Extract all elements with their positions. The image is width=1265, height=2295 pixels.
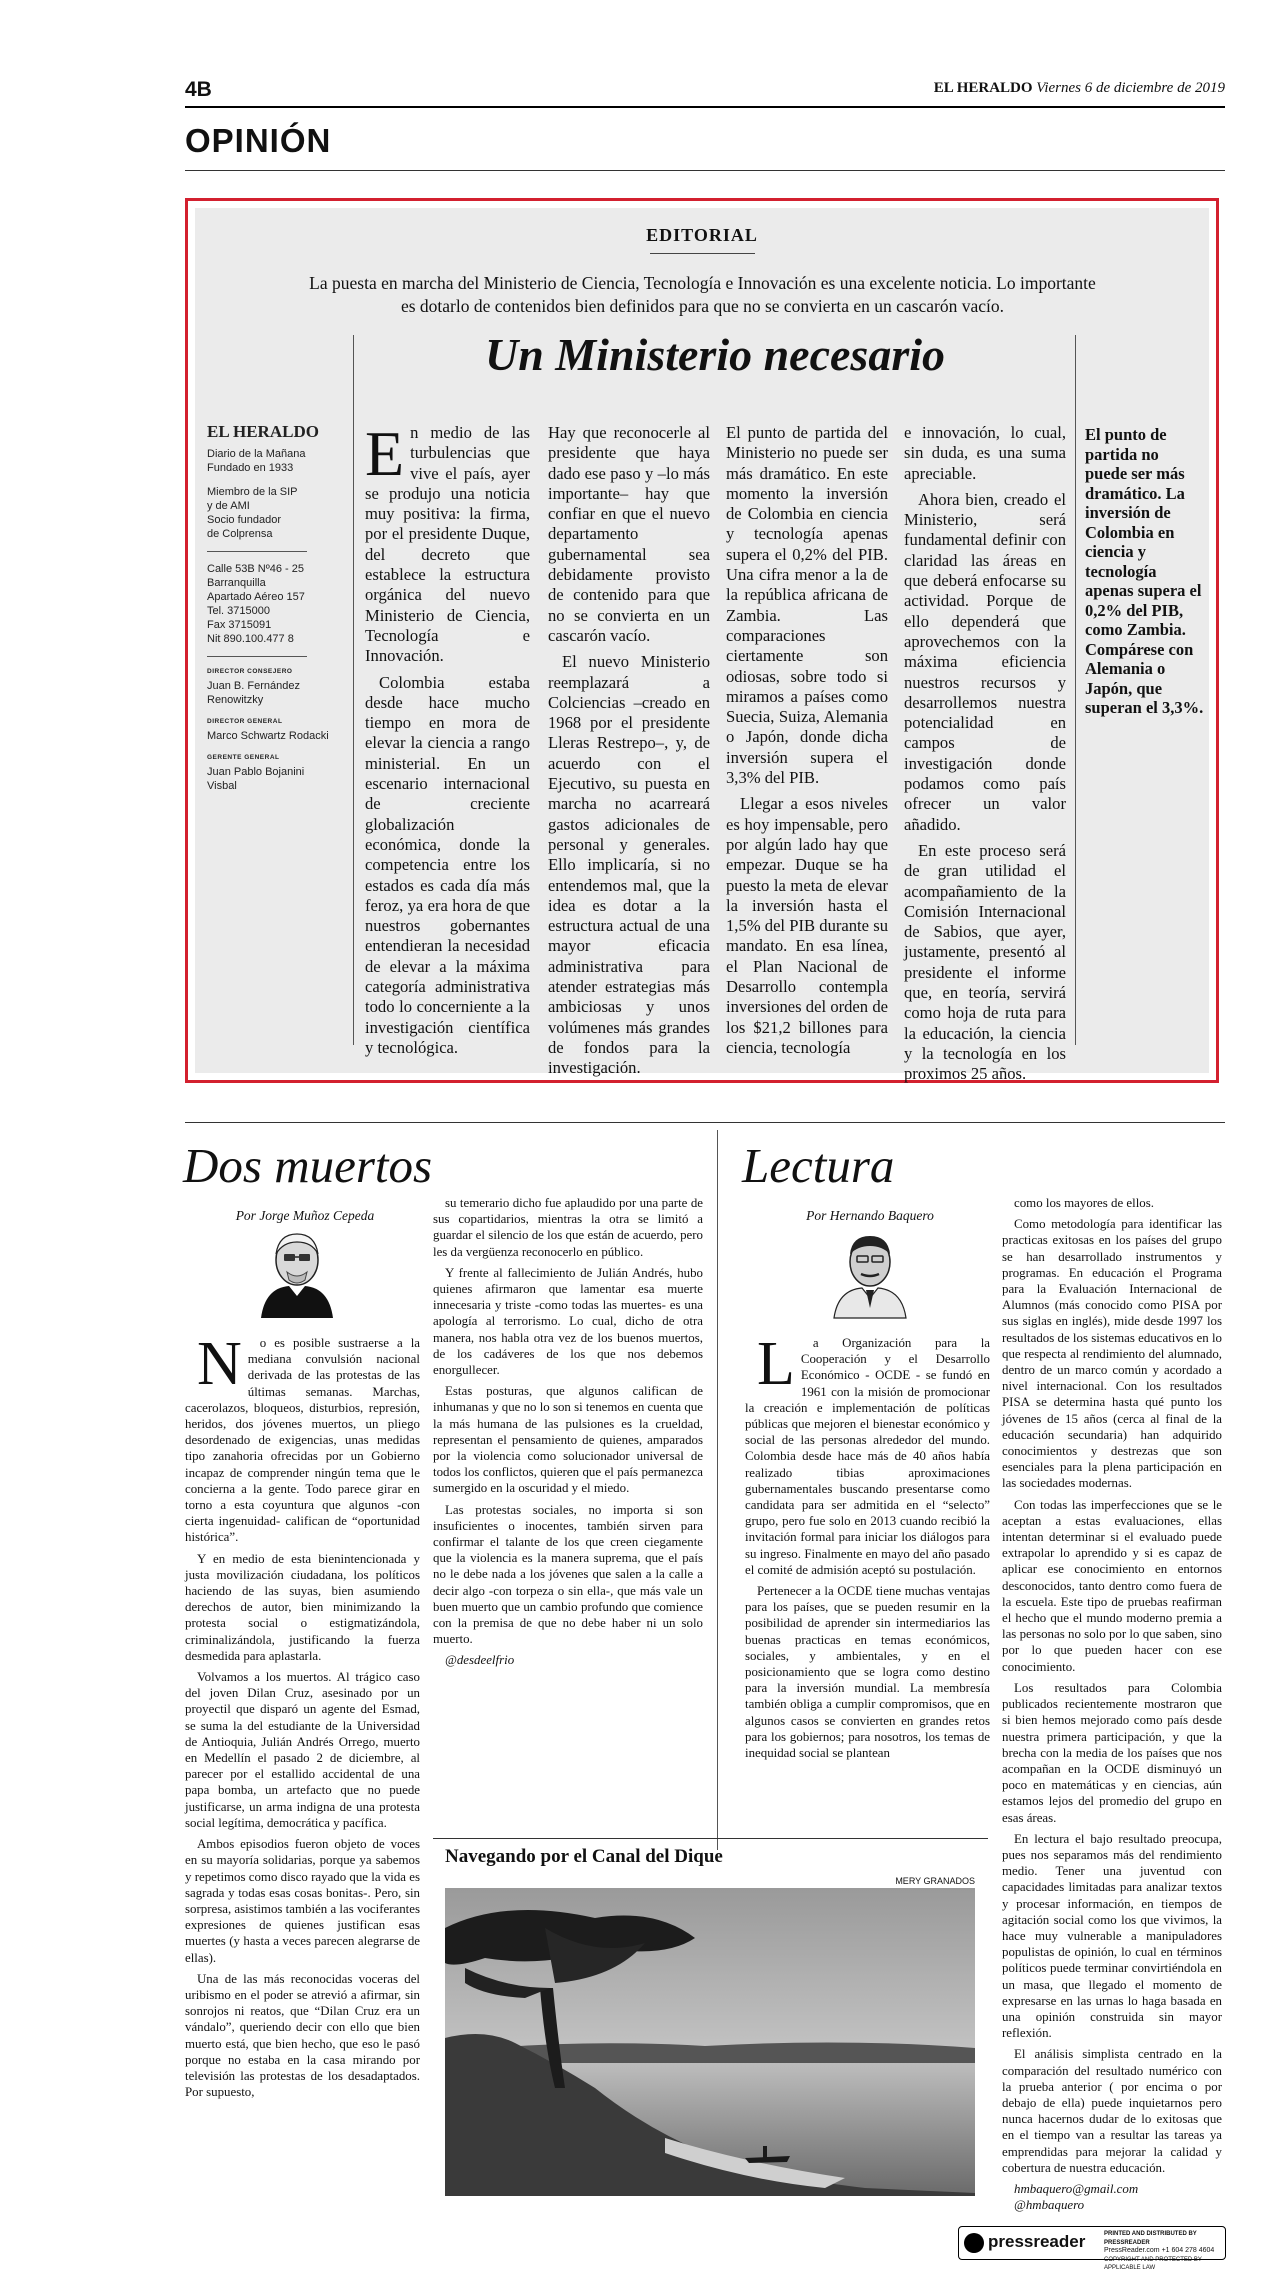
header-rule [185,106,1225,108]
pressreader-legal [1104,2230,1224,2273]
paper-name: EL HERALDO [933,80,1033,96]
editorial-paragraph: e innovación, lo cual, sin duda, es una suma apreciable. [904,423,1066,483]
column-paragraph: Estas posturas, que algunos califican de inhumanas y que no lo son si tenemos en cuenta que la más humana de las pulsiones es la crueldad, representan el pensamiento de quienes, amparados por la violencia como solucionador universal de todos los conflictos, quieren que el país permanezca sumergido en la oscuridad y el miedo. [433,1384,703,1496]
masthead [207,422,332,793]
masthead-logo: EL HERALDO [207,422,319,441]
page-date: Viernes 6 de diciembre de 2019 [1036,80,1225,96]
role-title: GERENTE GENERAL [207,754,280,761]
section-rule [185,170,1225,171]
masthead-line: Miembro de la SIP [207,486,298,498]
column-paragraph: El análisis simplista centrado en la comparación del resultado numérico con la prueba anterior ( por encima o por debajo de ella) puede inquietarnos pero nunca hacernos dudar de lo exitosas que en el tiempo van a resultar las tareas ya emprendidas para mejorar la calidad y cobertura de nuestra educación. [1002,2047,1222,2175]
drop-cap: E [365,418,405,489]
section-title: OPINIÓN [185,122,332,159]
right-column-text-b [1002,1195,1222,2213]
masthead-block-3 [207,562,332,646]
column-paragraph: N o es posible sustraerse a la mediana convulsión nacional derivada de las protestas de las últimas semanas. Marchas, cacerolazos, bloqueos, disturbios, represión, heridos, dos jóvenes muertos, un pliego desordenado de exigencias, unas medidas tipo zanahoria ofrecidas por un Gobierno incapaz de comprender ningún tema que le concierna a la gente. Todo parece girar en torno a esta coyuntura que algunos -con cierta ingenuidad- califican de “oportunidad histórica”. [185,1330,420,1545]
left-column-text-b [433,1195,703,1835]
role-director-general [207,715,332,743]
editorial-paragraph: En medio de las turbulencias que vive el país, ayer se produjo una noticia muy positiva: la firma, por el presidente Duque, del decreto que establece la estructura orgánica del nuevo Ministerio de Ciencia, Tecnología e Innovación. [365,418,530,666]
column-paragraph: Como metodología para identificar las practicas exitosas en los países del grupo se han desarrollado instrumentos y programas. En educación el Programa para la Evaluación Internacional de Alumnos (más conocido como PISA por sus siglas en inglés), mide desde 1997 los resultados de los sistemas educativos en lo que respecta al rendimiento del alumnado, dentro de un marco común y acordado a nivel internacional. Con los resultados PISA se determina hasta qué punto los jóvenes de 15 años (cerca al final de la educación secundaria) han adquirido conocimientos y destrezas que son esenciales para la plena participación en las sociedades modernas. [1002,1217,1222,1491]
editorial-deck: La puesta en marcha del Ministerio de Ciencia, Tecnología e Innovación es una excelente noticia. Lo importante es dotarlo de contenidos bien definidos para que no se convierta en un cascarón vacío. [309,273,1096,316]
masthead-line: y de AMI [207,500,250,512]
column-paragraph: Las protestas sociales, no importa si son insuficientes o inocentes, también sirven para confirmar el talante de los que creen ciegamente que la violencia es la manera suprema, que el país no le debe nada a los jóvenes que salen a la calle a decir algo -con torpeza o sin ella-, que más vale un buen muerto que un cambio profundo que comience con la premisa de que no debe haber ni un solo muerto. [433,1502,703,1647]
role-title: DIRECTOR CONSEJERO [207,668,293,675]
photo-title: Navegando por el Canal del Dique [445,1846,723,1867]
masthead-line: Calle 53B Nº46 - 25 [207,563,304,575]
column-title-dos-muertos: Dos muertos [183,1138,433,1193]
editorial-paragraph: Colombia estaba desde hace mucho tiempo en mora de elevar la ciencia a rango ministerial. En un escenario internacional de creciente globalización económica, donde la competencia entre los estados es cada día más feroz, ya era hora de que nuestros gobernantes entendieran la necesidad de elevar a la máxima categoría administrativa todo lo concerniente a la investigación científica y tecnológica. [365,672,530,1057]
column-paragraph: Los resultados para Colombia publicados recientemente mostraron que si bien hemos mejorado como país desde nuestra primera participación, y que la brecha con la media de los países que nos acompañan en la OCDE disminuyó un poco en matemáticas y en ciencias, aún estamos lejos del promedio del grupo en esas áreas. [1002,1680,1222,1825]
editorial-headline: Un Ministerio necesario [484,329,946,380]
drop-cap: N [197,1330,242,1398]
pressreader-line2: PressReader.com +1 604 278 4604 [1104,2247,1215,2254]
pressreader-badge [958,2226,1226,2271]
author-portrait-right [830,1228,910,1318]
pressreader-line3: COPYRIGHT AND PROTECTED BY APPLICABLE LAW [1104,2256,1202,2271]
editorial-paragraph: El nuevo Ministerio reemplazará a Colciencias –creado en 1968 por el presidente Lleras Restrepo–, y, de acuerdo con el Ejecutivo, su puesta en marcha no acarreará gastos adicionales de personal y generales. Ello implicaría, si no entendemos mal, que la idea es dotar a la estructura actual de una mayor eficacia administrativa para atender estrategias más ambiciosas y unos volúmenes más grandes de fondos para la investigación. [548,652,710,1078]
editorial-paragraph: Ahora bien, creado el Ministerio, será fundamental definir con claridad las áreas en que deberá enfocarse su actividad. Porque de ello dependerá que aprovechemos con la máxima eficiencia nuestros recursos y desarrollemos nuestra potencialidad en campos de investigación donde podamos como país ofrecer un valor añadido. [904,489,1066,834]
column-paragraph: Volvamos a los muertos. Al trágico caso del joven Dilan Cruz, asesinado por un proyectil que disparó un agente del Esmad, se suma la del estudiante de la Universidad de Antioquia, Julián Andrés Orrego, muerto en Medellín el pasado 2 de diciembre, al parecer por el estallido accidental de una papa bomba, un artefacto que no puede justificarse, un arma indigna de una protesta social legítima, democrática y pacífica. [185,1670,420,1830]
role-name: Juan B. Fernández Renowitzky [207,680,300,706]
page-number: 4B [185,78,212,101]
editorial-col-2 [548,423,710,1078]
editorial-divider-left [353,335,354,1045]
role-name: Juan Pablo Bojanini Visbal [207,766,305,792]
photo-canal-del-dique [445,1888,975,2196]
column-byline-right: Por Hernando Baquero [806,1208,934,1223]
photo-top-rule [433,1838,988,1839]
column-paragraph: Y frente al fallecimiento de Julián Andrés, hubo quienes afirmaron que lamentar esa muerte innecesaria y triste -como todas las muertes- es una apología al terrorismo. Lo cual, dicho de otra manera, nos habla otra vez de los buenos muertos, de los cadáveres de los que nos debemos enorgullecer. [433,1265,703,1378]
column-paragraph: Con todas las imperfecciones que se le aceptan a estas evaluaciones, ellas intentan determinar si el evaluado puede extrapolar lo aprendido y si es capaz de aplicar ese conocimiento en entornos desconocidos, tanto dentro como fuera de la escuela. Este tipo de pruebas reafirman el hecho que el mundo moderno premia a las personas no solo por lo que saben, sino por lo que pueden hacer con ese conocimiento. [1002,1497,1222,1674]
column-title-lectura: Lectura [742,1138,895,1193]
editorial-paragraph: Llegar a esos niveles es hoy impensable, pero por algún lado hay que empezar. Duque se ha puesto la meta de elevar la inversión hasta el 1,5% del PIB durante su mandato. En esa línea, el Plan Nacional de Desarrollo contempla inversiones del orden de los $21,2 billones para ciencia, tecnología [726,794,888,1057]
pressreader-icon [964,2233,984,2253]
editorial-paragraph: El punto de partida del Ministerio no puede ser más dramático. En este momento la inversión de Colombia en ciencia y tecnología apenas supera el 0,2% del PIB. Una cifra menor a la de la república africana de Zambia. Las comparaciones ciertamente son odiosas, sobre todo si miramos a países como Suecia, Suiza, Alemania o Japón, donde dicha inversión supera el 3,3% del PIB. [726,423,888,788]
columns-top-rule [185,1122,1225,1123]
masthead-line: Tel. 3715000 [207,605,270,617]
column-byline-left: Por Jorge Muñoz Cepeda [235,1208,375,1223]
masthead-rule [207,656,307,657]
photo-credit: MERY GRANADOS [895,1876,975,1886]
editorial-divider-right [1075,335,1076,1045]
role-title: DIRECTOR GENERAL [207,718,283,725]
masthead-line: Socio fundador [207,514,281,526]
editorial-pullquote: El punto de partida no puede ser más dramático. La inversión de Colombia en ciencia y tecnología apenas supera el 0,2% del PIB, como Zambia. Compárese con Alemania o Japón, que superan el 3,3%. [1085,425,1204,717]
role-director-consejero [207,665,332,707]
drop-cap: L [757,1330,795,1398]
header-right [934,80,1225,97]
column-paragraph: L a Organización para la Cooperación y el Desarrollo Económico - OCDE - se fundó en 1961 con la misión de promocionar la creación e implementación de políticas públicas que mejoren el bienestar económico y social de las personas alrededor del mundo. Colombia desde hace más de 40 años había realizado tibias aproximaciones gubernamentales buscando presentarse como candidata para ser admitida en el “selecto” grupo, pero fue solo en 2013 cuando recibió la invitación formal para iniciar los diálogos para su ingreso. Finalmente en mayo del año pasado el comité de admisión aceptó su postulación. [745,1330,990,1577]
author-handle-left: @desdeelfrio [445,1653,515,1668]
role-name: Marco Schwartz Rodacki [207,730,329,742]
right-column-text-a [745,1330,990,1835]
masthead-line: Diario de la Mañana [207,448,306,460]
masthead-rule [207,551,307,552]
columns-divider [717,1130,718,1850]
author-portrait-left [257,1228,337,1318]
role-gerente-general [207,751,332,793]
editorial-kicker: EDITORIAL [646,225,758,245]
author-handle-right: @hmbaquero [1014,2198,1085,2213]
masthead-block-1 [207,447,332,475]
column-paragraph: como los mayores de ellos. [1014,1196,1154,1210]
editorial-col-3 [726,423,888,1057]
author-email: hmbaquero@gmail.com [1014,2181,1139,2196]
pressreader-line1: PRINTED AND DISTRIBUTED BY PRESSREADER [1104,2231,1197,2246]
editorial-paragraph: Hay que reconocerle al presidente que haya dado ese paso y –lo más importante– hay que confiar en que el nuevo departamento gubernamental sea debidamente provisto de contenido para que no se convierta en un cascarón vacío. [548,423,710,645]
column-paragraph: Pertenecer a la OCDE tiene muchas ventajas para los países, que se pueden resumir en la posibilidad de aprender sin intermediarios las buenas practicas en temas económicos, sociales, y ambientales, y en el posicionamiento que se logra como destino para la inversión mundial. La membresía también obliga a cumplir compromisos, que en algunos casos se convierten en grandes retos para los gobiernos; para nosotros, los temas de inequidad social se plantean [745,1584,990,1761]
column-paragraph: Ambos episodios fueron objeto de voces en su mayoría solidarias, porque ya sabemos y repetimos como disco rayado que la vida es sagrada y todas esas cosas bonitas-. Pero, sin sorpresa, asistimos también a las vociferantes expresiones de quienes justifican esas muertes (y hasta a veces parecen alegrarse de ellas). [185,1837,420,1965]
kicker-rule [650,253,755,254]
editorial-col-4 [904,423,1066,1084]
editorial-paragraph: En este proceso será de gran utilidad el acompañamiento de la Comisión Internacional de Sabios, que ayer, justamente, presentó al presidente el informe que, en teoría, servirá como hoja de ruta para la educación, la ciencia y la tecnología en los proximos 25 años. [904,840,1066,1084]
masthead-line: de Colprensa [207,528,273,540]
column-paragraph: Una de las más reconocidas voceras del uribismo en el poder se atrevió a afirmar, sin sonrojos ni reatos, que “Dilan Cruz era un vándalo”, queriendo decir con ello que bien muerto está, que bien hecho, que eso le pasó porque no estaba en la casa mirando por televisión las protestas de los desadaptados. Por supuesto, [185,1971,420,2100]
masthead-line: Nit 890.100.477 8 [207,633,294,645]
masthead-line: Barranquilla [207,577,266,589]
masthead-line: Fundado en 1933 [207,462,294,474]
masthead-line: Fax 3715091 [207,619,272,631]
masthead-block-2 [207,485,332,541]
masthead-line: Apartado Aéreo 157 [207,591,305,603]
column-paragraph: su temerario dicho fue aplaudido por una parte de sus copartidarios, mientras la otra se limitó a guardar el silencio de los que están de acuerdo, pero les da vergüenza reconocerlo en público. [433,1196,703,1259]
column-paragraph: En lectura el bajo resultado preocupa, pues nos separamos más del rendimiento medio. Tener una juventud con capacidades limitadas para analizar textos y procesar información, en tiempos de agitación social como los que vivimos, la hace muy vulnerable a manipuladores populistas de opinión, lo cual en términos políticos puede terminar convirtiéndola en un masa, que llegado el momento de expresarse en las urnas lo haga basada en una opinión construida sin mayor reflexión. [1002,1831,1222,2041]
left-column-text-a [185,1330,420,2190]
pressreader-logo: pressreader [988,2232,1086,2251]
column-paragraph: Y en medio de esta bienintencionada y justa movilización ciudadana, los políticos haciendo de las suyas, bien asumiendo derechos de autor, bien minimizando la protesta social o estigmatizándola, criminalizándola, justificando la fuerza desmedida para aplastarla. [185,1551,420,1663]
editorial-col-1 [365,418,530,1057]
